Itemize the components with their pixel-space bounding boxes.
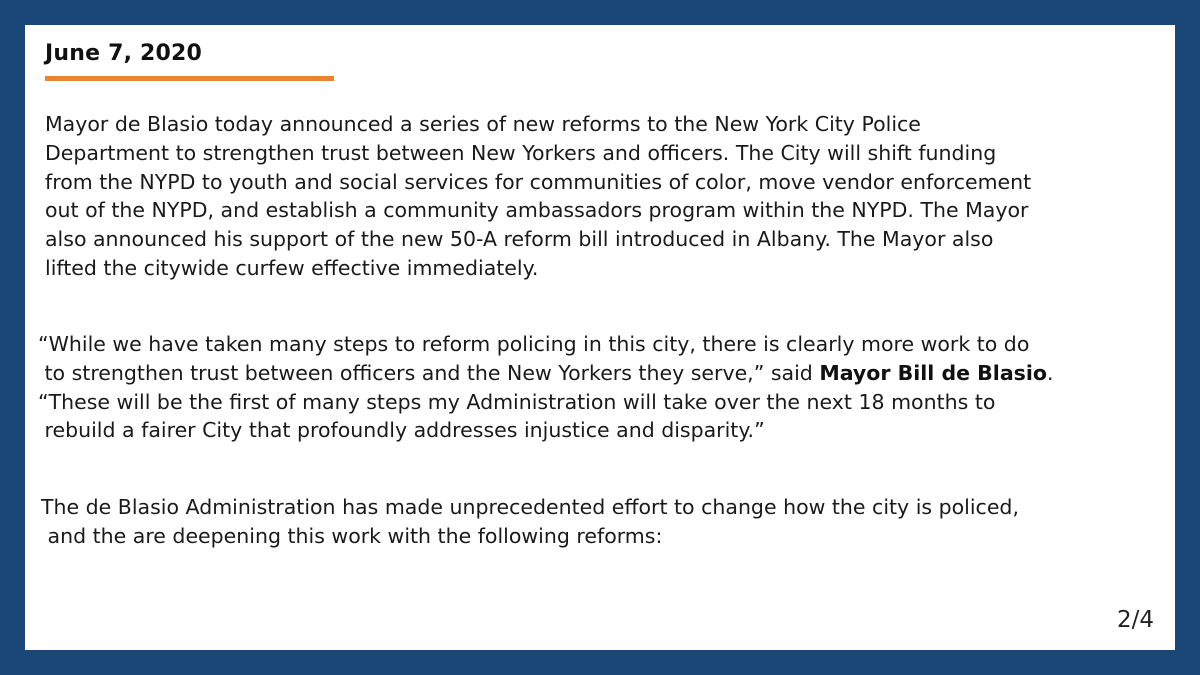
page-indicator: 2/4 (1116, 607, 1154, 633)
intro-line: from the NYPD to youth and social services for communities of color, move vendor enforcement (45, 169, 1032, 194)
reforms-line: The de Blasio Administration has made unprecedented effort to change how the city is policed, (41, 495, 1019, 519)
speaker-name: Mayor Bill de Blasio (819, 360, 1047, 385)
intro-line: Department to strengthen trust between New Yorkers and officers. The City will shift funding (45, 140, 997, 165)
mayor-quote (38, 330, 1054, 445)
date-underline-rule (45, 76, 334, 81)
quote-line: rebuild a fairer City that profoundly addresses injustice and disparity.” (38, 418, 765, 443)
reforms-line: and the are deepening this work with the following reforms: (41, 523, 663, 548)
quote-period: . (1046, 360, 1054, 385)
intro-line: also announced his support of the new 50-A reform bill introduced in Albany. The Mayor also (45, 227, 994, 252)
quote-line: to strengthen trust between officers and the New Yorkers they serve,” said (38, 360, 820, 385)
reforms-intro-paragraph (41, 493, 1019, 551)
slide-card (25, 25, 1175, 650)
quote-line: “While we have taken many steps to reform policing in this city, there is clearly more work to do (38, 332, 1030, 356)
intro-line: out of the NYPD, and establish a community ambassadors program within the NYPD. The Mayor (45, 198, 1029, 223)
intro-paragraph (45, 110, 1031, 283)
quote-line: “These will be the first of many steps my Administration will take over the next 18 months to (38, 389, 996, 414)
intro-line: Mayor de Blasio today announced a series of new reforms to the New York City Police (45, 112, 921, 136)
release-date: June 7, 2020 (45, 41, 203, 66)
intro-line: lifted the citywide curfew effective immediately. (45, 255, 539, 280)
